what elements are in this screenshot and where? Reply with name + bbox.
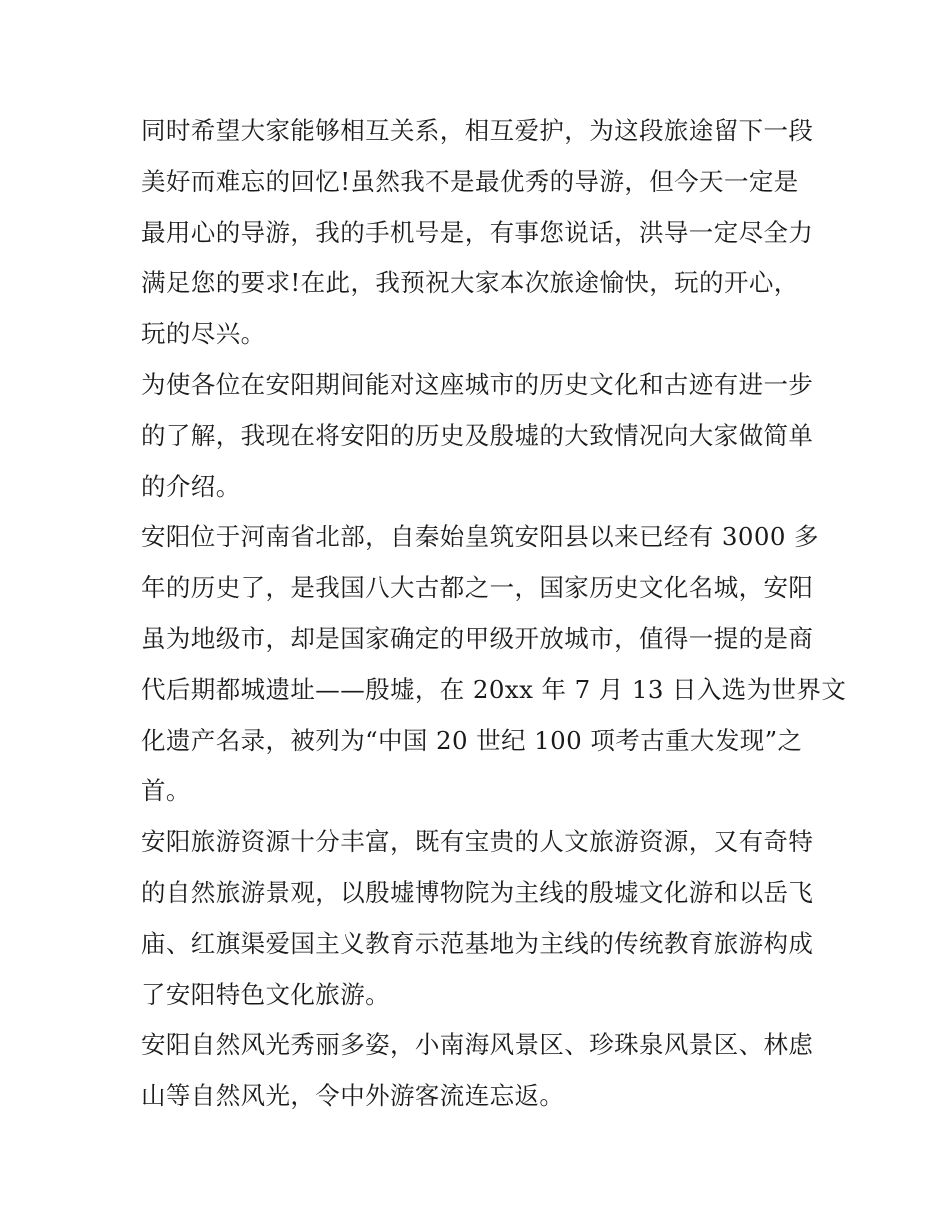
paragraph-closing-remarks bbox=[141, 106, 821, 360]
text-line: 安阳自然风光秀丽多姿，小南海风景区、珍珠泉风景区、林虑 bbox=[141, 1030, 814, 1060]
text-line: 玩的尽兴。 bbox=[141, 319, 266, 349]
text-line: 山等自然风光，令中外游客流连忘返。 bbox=[141, 1081, 565, 1111]
text-line: 庙、红旗渠爱国主义教育示范基地为主线的传统教育旅游构成 bbox=[141, 928, 814, 958]
text-line: 的了解，我现在将安阳的历史及殷墟的大致情况向大家做简单 bbox=[141, 420, 814, 450]
paragraph-anyang-history bbox=[141, 512, 847, 817]
text-line: 首。 bbox=[141, 776, 191, 806]
text-line: 安阳旅游资源十分丰富，既有宝贵的人文旅游资源，又有奇特 bbox=[141, 827, 814, 857]
paragraph-introduction bbox=[141, 360, 821, 512]
text-line: 的自然旅游景观，以殷墟博物院为主线的殷墟文化游和以岳飞 bbox=[141, 877, 814, 907]
text-line: 满足您的要求!在此，我预祝大家本次旅途愉快，玩的开心， bbox=[141, 268, 799, 298]
text-line: 了安阳特色文化旅游。 bbox=[141, 979, 390, 1009]
text-line: 同时希望大家能够相互关系，相互爱护，为这段旅途留下一段 bbox=[141, 116, 814, 145]
paragraph-tourism-resources bbox=[141, 817, 821, 1020]
text-line: 代后期都城遗址——殷墟，在 20xx 年 7 月 13 日入选为世界文 bbox=[141, 674, 847, 704]
paragraph-natural-scenery bbox=[141, 1020, 821, 1122]
text-line: 年的历史了，是我国八大古都之一，国家历史文化名城，安阳 bbox=[141, 573, 814, 603]
text-line: 安阳位于河南省北部，自秦始皇筑安阳县以来已经有 3000 多 bbox=[141, 522, 819, 552]
text-line: 化遗产名录，被列为“中国 20 世纪 100 项考古重大发现”之 bbox=[141, 725, 803, 755]
text-line: 的介绍。 bbox=[141, 471, 241, 501]
text-line: 虽为地级市，却是国家确定的甲级开放城市，值得一提的是商 bbox=[141, 623, 814, 653]
text-line: 美好而难忘的回忆!虽然我不是最优秀的导游，但今天一定是 bbox=[141, 166, 799, 196]
document-body bbox=[141, 106, 847, 1122]
text-line: 为使各位在安阳期间能对这座城市的历史文化和古迹有进一步 bbox=[141, 369, 814, 399]
text-line: 最用心的导游，我的手机号是，有事您说话，洪导一定尽全力 bbox=[141, 217, 814, 247]
